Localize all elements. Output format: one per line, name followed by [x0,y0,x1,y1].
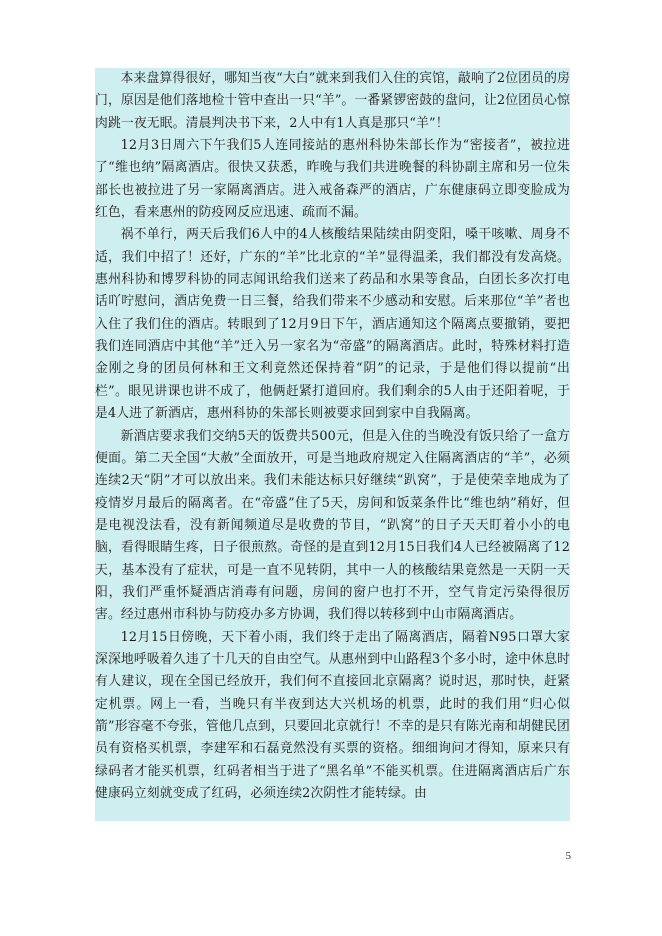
highlighted-text-block [95,68,570,821]
paragraph-5: 12月15日傍晚，天下着小雨，我们终于走出了隔离酒店，隔着N95口罩大家深深地呼吸着久违了十几天的自由空气。从惠州到中山路程3个多小时，途中休息时有人建议，现在全国已经放开，我们何不直接回北京隔离？说时迟，那时快，赶紧定机票。网上一看，当晚只有半夜到达大兴机场的机票，此时的我们用“归心似箭”形容毫不夸张，管他几点到，只要回北京就行！不幸的是只有陈光南和胡健民团员有资格买机票，李建军和石磊竟然没有买票的资格。细细询问才得知，原来只有绿码者才能买机票，红码者相当于进了“黑名单”不能买机票。住进隔离酒店后广东健康码立刻就变成了红码，必须连续2次阴性才能转绿。由 [95,629,570,801]
paragraph-1: 本来盘算得很好，哪知当夜“大白”就来到我们入住的宾馆，敲响了2位团员的房门，原因是他们落地检十管中查出一只“羊”。一番紧锣密鼓的盘问，让2位团员心惊肉跳一夜无眠。清晨判决书下来，2人中有1人真是那只“羊”！ [95,71,570,131]
paragraph-4: 新酒店要求我们交纳5天的饭费共500元，但是入住的当晚没有饭只给了一盒方便面。第二天全国“大赦”全面放开，可是当地政府规定入住隔离酒店的“羊”，必须连续2天“阴”才可以放出来。我们未能达标只好继续“趴窝”，于是使荣幸地成为了疫情岁月最后的隔离者。在“帝盛”住了5天，房间和饭菜条件比“维也纳”稍好，但是电视没法看，没有新闻频道尽是收费的节目，“趴窝”的日子天天盯着小小的电脑，看得眼睛生疼，日子很煎熬。奇怪的是直到12月15日我们4人已经被隔离了12天，基本没有了症状，可是一直不见转阴，其中一人的核酸结果竟然是一天阴一天阳，我们严重怀疑酒店消毒有问题，房间的窗户也打不开，空气肯定污染得很厉害。经过惠州市科协与防疫办多方协调，我们得以转移到中山市隔离酒店。 [95,428,570,623]
paragraph-2: 12月3日周六下午我们5人连同接站的惠州科协朱部长作为“密接者”，被拉进了“维也纳”隔离酒店。很快又获悉，昨晚与我们共进晚餐的科协副主席和另一位朱部长也被拉进了另一家隔离酒店。进入戒备森严的酒店，广东健康码立即变脸成为红色，看来惠州的防疫网反应迅速、疏而不漏。 [95,138,570,221]
page-number: 5 [565,850,571,862]
paragraph-3: 祸不单行，两天后我们6人中的4人核酸结果陆续由阴变阳，嗓干咳嗽、周身不适，我们中招了！还好，广东的“羊”比北京的“羊”显得温柔，我们都没有发高烧。惠州科协和博罗科协的同志闻讯给我们送来了药品和水果等食品，白团长多次打电话吖咛慰问，酒店免费一日三餐，给我们带来不少感动和安慰。后来那位“羊”者也入住了我们住的酒店。转眼到了12月9日下午，酒店通知这个隔离点要撤销，要把我们连同酒店中其他“羊”迁入另一家名为“帝盛”的隔离酒店。此时，特殊材料打造金刚之身的团员何林和王文利竟然还保持着“阴”的记录，于是他们得以提前“出栏”。眼见讲课也讲不成了，他俩赶紧打道回府。我们剩余的5人由于还阳着呢，于是4人进了新酒店，惠州科协的朱部长则被要求回到家中自我隔离。 [95,227,570,422]
